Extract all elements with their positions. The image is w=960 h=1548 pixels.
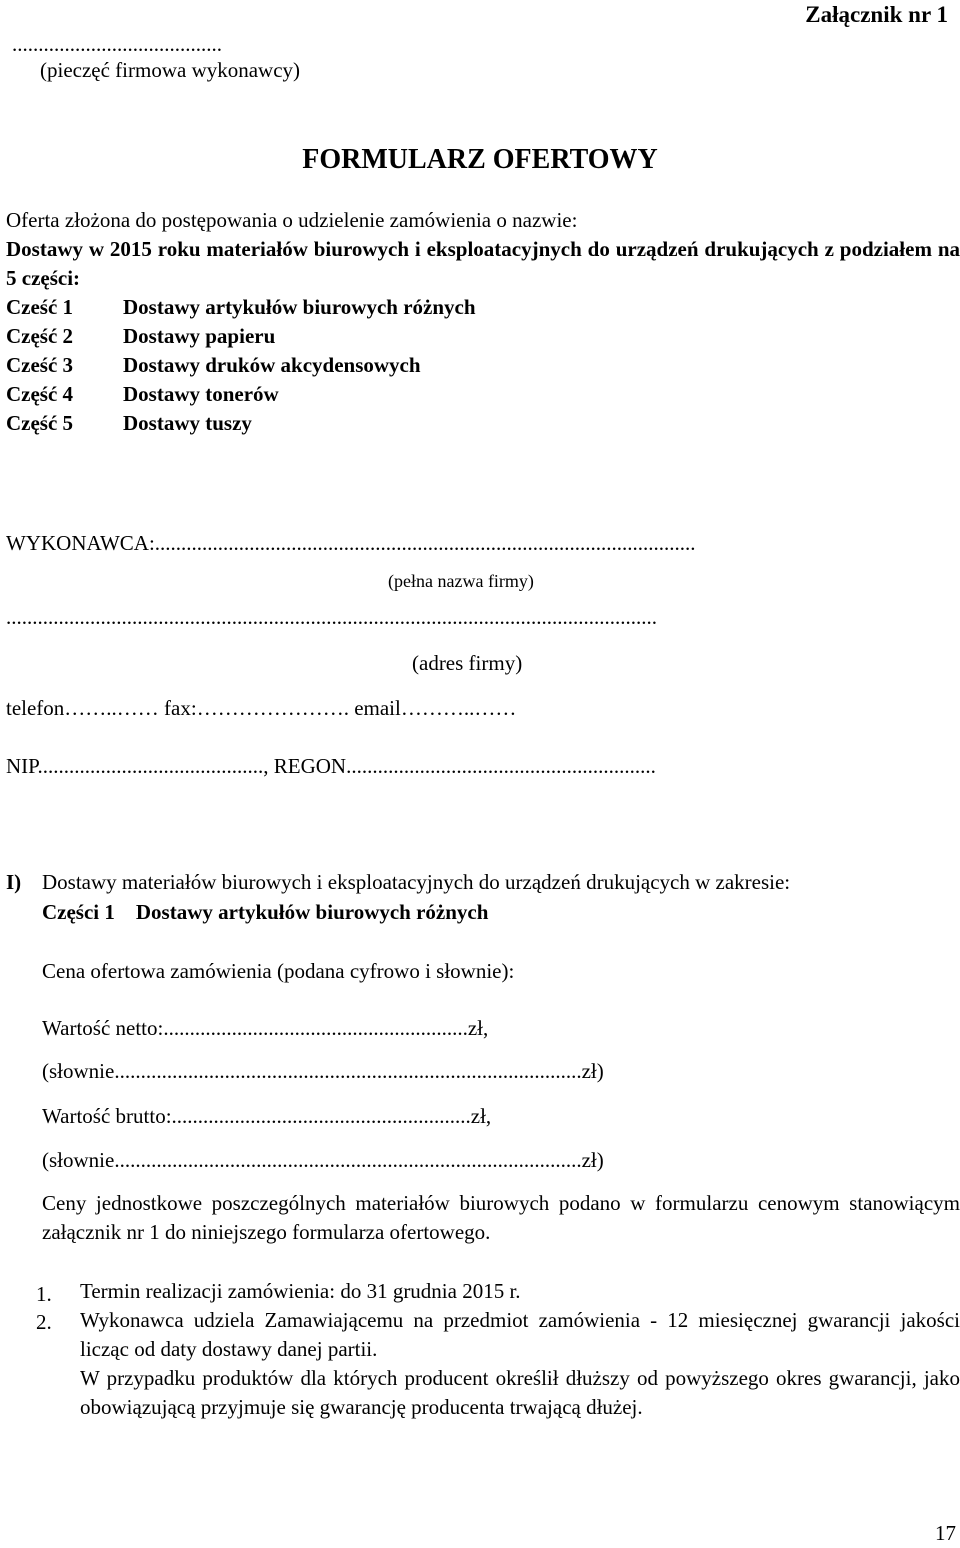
part-name: Dostawy tonerów (123, 382, 279, 406)
parts-list (6, 293, 476, 438)
section-marker: I) (6, 870, 22, 894)
company-stamp-line: ........................................ (12, 32, 222, 56)
order-subject: Dostawy w 2015 roku materiałów biurowych i eksploatacyjnych do urządzeń drukujących z podziałem na 5 części: (6, 237, 960, 290)
company-stamp-caption: (pieczęć firmowa wykonawcy) (40, 58, 301, 82)
part-row (6, 351, 476, 380)
page-title: FORMULARZ OFERTOWY (302, 144, 658, 175)
part-name: Dostawy tuszy (123, 411, 252, 435)
part-label: Część 2 (6, 324, 74, 348)
delivery-term: Termin realizacji zamówienia: do 31 grudnia 2015 r. (80, 1279, 521, 1303)
contractor-name-caption: (pełna nazwa firmy) (388, 571, 534, 591)
part-name: Dostawy papieru (123, 324, 276, 348)
section-title: Dostawy materiałów biurowych i eksploatacyjnych do urządzeń drukujących w zakresie: (42, 870, 791, 894)
part-name: Dostawy druków akcydensowych (123, 353, 421, 377)
contractor-address-field[interactable]: ............................................................................................................................ (6, 605, 657, 629)
part-row (6, 380, 476, 409)
nip-regon-fields[interactable]: NIP..........................................., REGON........................................................... (6, 754, 656, 778)
net-value-words-field[interactable]: (słownie.........................................................................................zł) (42, 1059, 604, 1083)
point-number: 1. (36, 1282, 52, 1306)
intro-text: Oferta złożona do postępowania o udzielenie zamówienia o nazwie: (6, 208, 578, 232)
gross-value-field[interactable]: Wartość brutto:.........................................................zł, (42, 1104, 492, 1128)
part-row (6, 322, 476, 351)
contact-fields[interactable]: telefon……..…… fax:…………………. email………..…… (6, 696, 517, 720)
section-part-label: Części 1 (42, 900, 115, 924)
warranty-note: W przypadku produktów dla których producent określił dłuższy od powyższego okres gwarancji, jako obowiązującą przyjmuje się gwarancję producenta trwającą dłużej. (80, 1366, 960, 1419)
unit-prices-note: Ceny jednostkowe poszczególnych materiałów biurowych podano w formularzu cenowym stanowiącym załącznik nr 1 do niniejszego formularza ofertowego. (42, 1191, 960, 1244)
section-part-name: Dostawy artykułów biurowych różnych (135, 900, 489, 924)
part-row (6, 409, 476, 438)
page-number: 17 (935, 1521, 956, 1545)
part-label: Część 4 (6, 382, 74, 406)
annex-label: Załącznik nr 1 (805, 2, 948, 27)
point-number: 2. (36, 1310, 52, 1334)
contractor-name-field[interactable]: WYKONAWCA:....................................................................................................... (6, 531, 696, 555)
warranty-text: Wykonawca udziela Zamawiającemu na przedmiot zamówienia - 12 miesięcznej gwarancji jakości licząc od daty dostawy danej partii. (80, 1308, 960, 1361)
section-part (42, 898, 488, 927)
net-value-field[interactable]: Wartość netto:..........................................................zł, (42, 1016, 489, 1040)
contractor-address-caption: (adres firmy) (412, 651, 523, 675)
price-heading: Cena ofertowa zamówienia (podana cyfrowo i słownie): (42, 959, 515, 983)
part-label: Cześć 1 (6, 295, 74, 319)
gross-value-words-field[interactable]: (słownie.........................................................................................zł) (42, 1148, 604, 1172)
part-row (6, 293, 476, 322)
part-label: Część 5 (6, 411, 74, 435)
part-label: Cześć 3 (6, 353, 74, 377)
part-name: Dostawy artykułów biurowych różnych (123, 295, 476, 319)
